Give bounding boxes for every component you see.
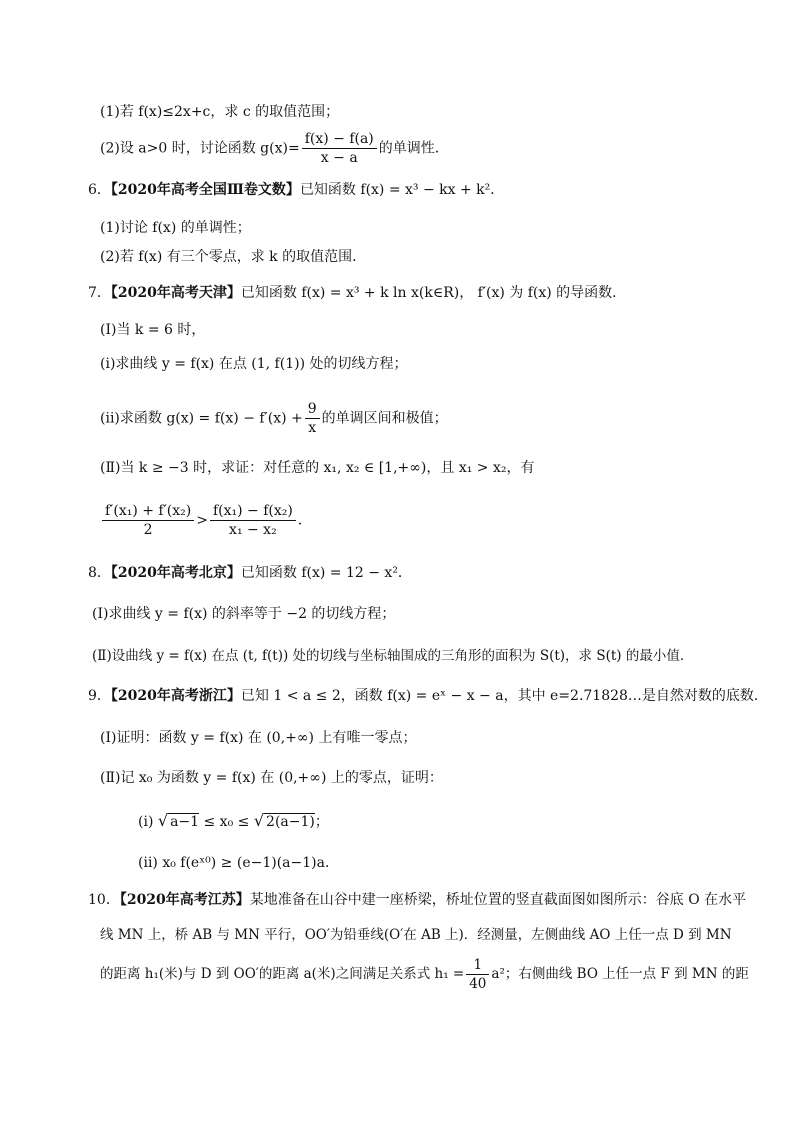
q7-stem: 已知函数 f(x) = x³ + k ln x(k∈R)， f′(x) 为 f(x) 的导函数．	[240, 285, 627, 301]
q9-sub-i-radicand-1: a−1	[170, 814, 200, 830]
q5-part2-prefix: (2)设 a>0 时，讨论函数 g(x)=	[100, 140, 300, 157]
q7-number: 7．	[88, 285, 111, 301]
q9-number: 9．	[88, 688, 111, 704]
q6-part1: (1)讨论 f(x) 的单调性；	[100, 220, 251, 236]
q7-source: 【2020年高考天津】	[110, 285, 241, 301]
q5-part2	[100, 130, 449, 167]
q7-sub-i: (i)求曲线 y = f(x) 在点 (1, f(1)) 处的切线方程；	[100, 356, 408, 372]
q6-stem: 已知函数 f(x) = x³ − kx + k²．	[299, 182, 505, 198]
q7-ineq-right-fraction	[210, 502, 296, 539]
q10-line1	[88, 890, 746, 910]
q10-line3-suffix: a²；右侧曲线 BO 上任一点 F 到 MN 的距	[491, 966, 749, 982]
q9-sub-i-label: (ⅰ)	[138, 814, 154, 830]
q6-part2: (2)若 f(x) 有三个零点，求 k 的取值范围．	[100, 249, 367, 265]
q7-sub-ii-suffix: 的单调区间和极值；	[321, 410, 448, 427]
fraction-denominator: x₁ − x₂	[229, 522, 277, 538]
q9-sub-i-end: ；	[314, 814, 329, 830]
sqrt-icon: √	[157, 811, 169, 830]
q5-part2-suffix: 的单调性．	[378, 140, 449, 157]
fraction-numerator: 9	[305, 400, 320, 419]
q8-source: 【2020年高考北京】	[110, 565, 241, 581]
q8-stem-line	[88, 563, 412, 583]
q7-stem-line	[88, 283, 626, 303]
q10-line2: 线 MN 上，桥 AB 与 MN 平行，OO′为铅垂线(O′在 AB 上)．经测量，左侧曲线 AO 上任一点 D 到 MN	[100, 927, 732, 943]
q9-sub-ii: (ⅱ) x₀ f(eˣ⁰) ≥ (e−1)(a−1)a．	[138, 855, 339, 871]
q9-stem-line	[88, 686, 768, 706]
q8-stem: 已知函数 f(x) = 12 − x²．	[240, 565, 412, 581]
q8-part2: (Ⅱ)设曲线 y = f(x) 在点 (t, f(t)) 处的切线与坐标轴围成的三角形的面积为 S(t)，求 S(t) 的最小值．	[92, 648, 694, 664]
q6-source: 【2020年高考全国Ⅲ卷文数】	[110, 182, 300, 198]
fraction-numerator: f(x₁) − f(x₂)	[210, 502, 296, 521]
q8-part1: (Ⅰ)求曲线 y = f(x) 的斜率等于 −2 的切线方程；	[92, 606, 396, 622]
q7-sub-ii-fraction	[305, 400, 320, 437]
q9-part2: (Ⅱ)记 x₀ 为函数 y = f(x) 在 (0,+∞) 上的零点，证明：	[100, 770, 443, 786]
q7-part2: (Ⅱ)当 k ≥ −3 时，求证：对任意的 x₁, x₂ ∈ [1,+∞)，且 x₁ > x₂，有	[100, 460, 535, 476]
q9-sub-i	[138, 811, 329, 832]
q7-ineq-operator: >	[196, 512, 208, 529]
q10-line3-fraction	[466, 956, 489, 993]
q7-part1: (Ⅰ)当 k = 6 时，	[100, 322, 206, 338]
q10-source: 【2020年高考江苏】	[119, 892, 250, 908]
q5-part2-fraction	[302, 130, 377, 167]
q7-ineq-end: ．	[297, 512, 312, 529]
fraction-denominator: x − a	[320, 150, 358, 166]
q7-inequality	[100, 502, 312, 539]
q9-part1: (Ⅰ)证明：函数 y = f(x) 在 (0,+∞) 上有唯一零点；	[100, 730, 417, 746]
fraction-numerator: f(x) − f(a)	[302, 130, 377, 149]
fraction-numerator: 1	[466, 956, 489, 975]
q6-stem-line	[88, 180, 504, 200]
fraction-numerator: f′(x₁) + f′(x₂)	[102, 502, 194, 521]
q9-source: 【2020年高考浙江】	[110, 688, 241, 704]
q6-number: 6．	[88, 182, 111, 198]
q10-line3-prefix: 的距离 h₁(米)与 D 到 OO′的距离 a(米)之间满足关系式 h₁ =	[100, 966, 465, 982]
q9-stem: 已知 1 < a ≤ 2，函数 f(x) = eˣ − x − a，其中 e=2.71828…是自然对数的底数．	[240, 688, 768, 704]
q7-ineq-left-fraction	[102, 502, 194, 539]
q10-number: 10．	[88, 892, 120, 908]
q8-number: 8．	[88, 565, 111, 581]
fraction-denominator: 2	[143, 522, 153, 538]
q5-part1: (1)若 f(x)≤2x+c，求 c 的取值范围；	[100, 104, 340, 120]
q9-sub-i-radicand-2: 2(a−1)	[266, 814, 315, 830]
q7-sub-ii	[100, 400, 448, 437]
q10-text-line1: 某地准备在山谷中建一座桥梁，桥址位置的竖直截面图如图所示：谷底 O 在水平	[249, 892, 747, 908]
fraction-denominator: 40	[469, 976, 487, 992]
q7-sub-ii-prefix: (ii)求函数 g(x) = f(x) − f′(x) +	[100, 410, 303, 427]
q9-sub-i-mid: ≤ x₀ ≤	[199, 814, 254, 830]
sqrt-icon: √	[253, 811, 265, 830]
fraction-denominator: x	[308, 420, 317, 436]
q10-line3	[100, 956, 749, 993]
